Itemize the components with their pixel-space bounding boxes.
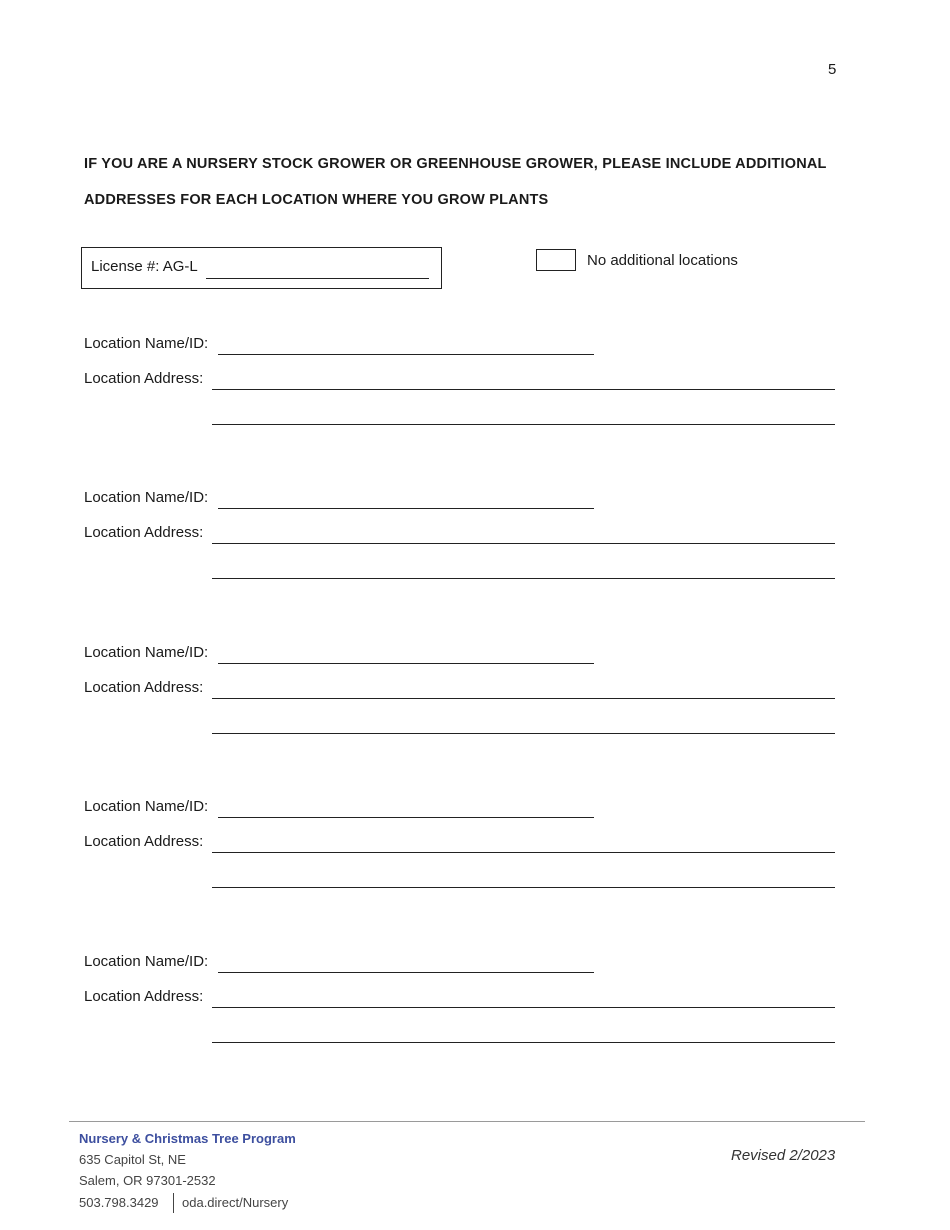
location-address-field-line-1[interactable] — [212, 389, 835, 390]
section-heading-line-2: ADDRESSES FOR EACH LOCATION WHERE YOU GROW PLANTS — [84, 192, 549, 208]
location-name-label: Location Name/ID: — [84, 953, 209, 970]
location-entry — [0, 644, 950, 744]
location-entry — [0, 489, 950, 589]
license-number-field[interactable] — [206, 278, 429, 279]
location-address-field-line-2[interactable] — [212, 733, 835, 734]
license-box — [81, 247, 442, 289]
location-address-field-line-2[interactable] — [212, 578, 835, 579]
location-name-field[interactable] — [218, 663, 594, 664]
footer-separator — [173, 1193, 174, 1213]
no-additional-locations-label: No additional locations — [587, 252, 738, 269]
location-address-field-line-2[interactable] — [212, 1042, 835, 1043]
location-address-field-line-1[interactable] — [212, 698, 835, 699]
location-address-label: Location Address: — [84, 524, 204, 541]
location-name-field[interactable] — [218, 817, 594, 818]
location-name-label: Location Name/ID: — [84, 644, 209, 661]
section-heading-line-1: IF YOU ARE A NURSERY STOCK GROWER OR GREENHOUSE GROWER, PLEASE INCLUDE ADDITIONAL — [84, 156, 827, 172]
no-additional-locations-checkbox[interactable] — [536, 249, 576, 271]
footer-city: Salem, OR 97301-2532 — [79, 1173, 216, 1188]
footer-divider — [69, 1121, 865, 1122]
footer-street: 635 Capitol St, NE — [79, 1152, 186, 1167]
location-entry — [0, 335, 950, 435]
location-name-label: Location Name/ID: — [84, 489, 209, 506]
location-address-label: Location Address: — [84, 988, 204, 1005]
location-name-label: Location Name/ID: — [84, 335, 209, 352]
location-address-field-line-2[interactable] — [212, 424, 835, 425]
footer-phone: 503.798.3429 — [79, 1195, 159, 1210]
location-name-field[interactable] — [218, 972, 594, 973]
footer-program-name: Nursery & Christmas Tree Program — [79, 1131, 296, 1146]
location-address-label: Location Address: — [84, 370, 204, 387]
footer-website-link[interactable]: oda.direct/Nursery — [182, 1195, 289, 1210]
location-name-field[interactable] — [218, 354, 594, 355]
location-address-label: Location Address: — [84, 833, 204, 850]
location-address-field-line-2[interactable] — [212, 887, 835, 888]
location-name-label: Location Name/ID: — [84, 798, 209, 815]
location-entry — [0, 798, 950, 898]
revision-date: Revised 2/2023 — [731, 1147, 836, 1164]
location-address-field-line-1[interactable] — [212, 852, 835, 853]
page-number: 5 — [828, 61, 837, 78]
location-entry — [0, 953, 950, 1053]
license-label: License #: AG-L — [91, 258, 198, 275]
location-address-label: Location Address: — [84, 679, 204, 696]
location-address-field-line-1[interactable] — [212, 543, 835, 544]
location-address-field-line-1[interactable] — [212, 1007, 835, 1008]
location-name-field[interactable] — [218, 508, 594, 509]
